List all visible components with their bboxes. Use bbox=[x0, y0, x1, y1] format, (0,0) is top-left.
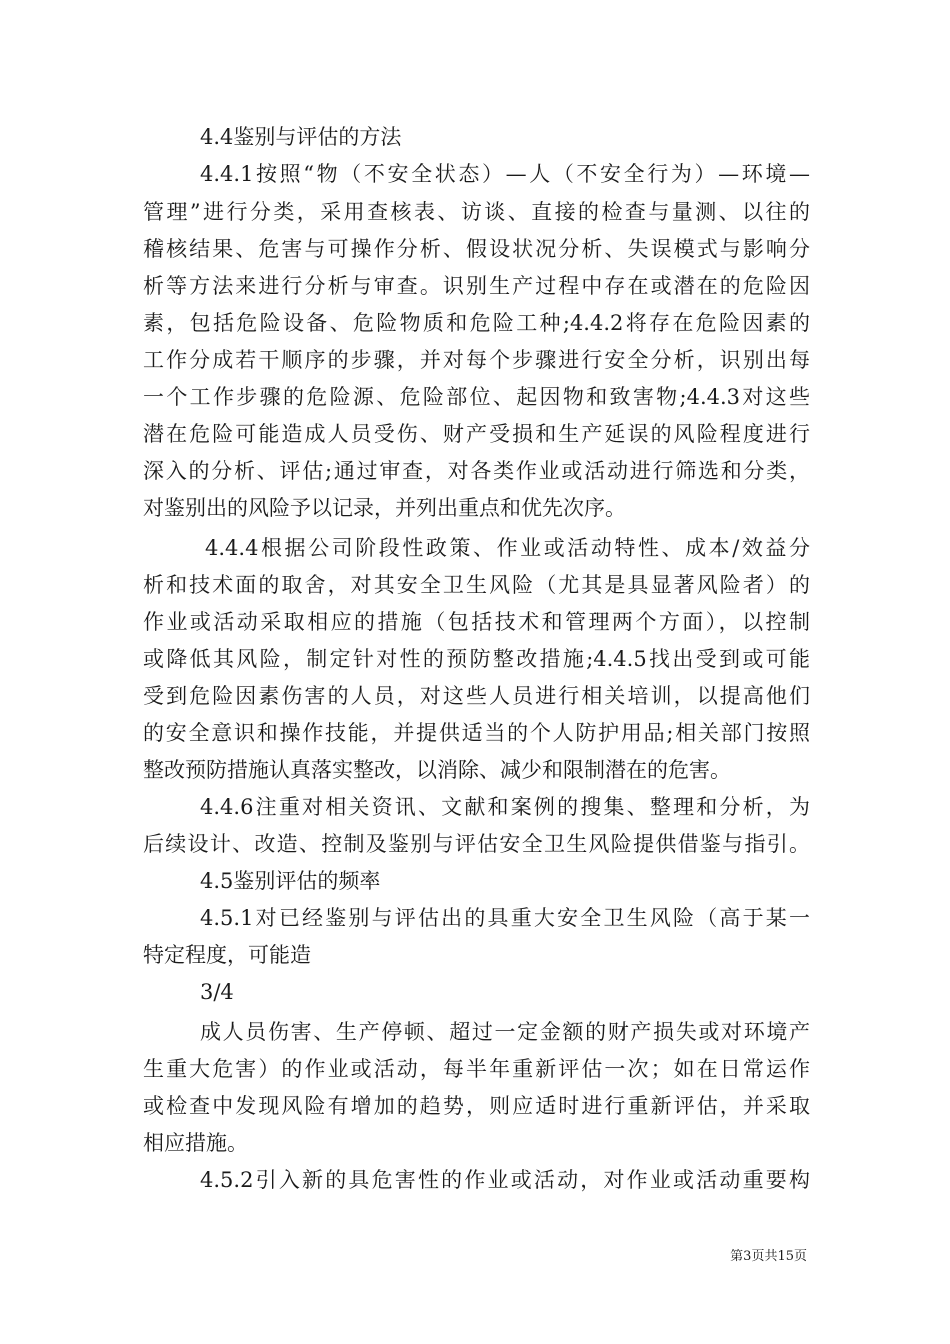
paragraph-line: 4.5.2引入新的具危害性的作业或活动，对作业或活动重要构 bbox=[200, 1168, 810, 1192]
paragraph-line: 稽核结果、危害与可操作分析、假设状况分析、失误模式与影响分 bbox=[143, 237, 810, 261]
paragraph-line: 管理”进行分类，采用查核表、访谈、直接的检查与量测、以往的 bbox=[143, 200, 810, 224]
paragraph-line: 4.4.4根据公司阶段性政策、作业或活动特性、成本/效益分 bbox=[205, 536, 810, 560]
paragraph-line: 素，包括危险设备、危险物质和危险工种;4.4.2将存在危险因素的 bbox=[143, 311, 810, 335]
paragraph-line: 的安全意识和操作技能，并提供适当的个人防护用品;相关部门按照 bbox=[143, 721, 810, 745]
paragraph-line: 作业或活动采取相应的措施（包括技术和管理两个方面），以控制 bbox=[143, 610, 810, 634]
paragraph-line: 对鉴别出的风险予以记录，并列出重点和优先次序。 bbox=[143, 496, 626, 520]
paragraph-line: 生重大危害）的作业或活动，每半年重新评估一次；如在日常运作 bbox=[143, 1057, 810, 1081]
paragraph-line: 一个工作步骤的危险源、危险部位、起因物和致害物;4.4.3对这些 bbox=[143, 385, 810, 409]
paragraph-line: 4.4.6注重对相关资讯、文献和案例的搜集、整理和分析，为 bbox=[200, 795, 810, 819]
paragraph-line: 析和技术面的取舍，对其安全卫生风险（尤其是具显著风险者）的 bbox=[143, 573, 810, 597]
paragraph-line: 潜在危险可能造成人员受伤、财产受损和生产延误的风险程度进行 bbox=[143, 422, 810, 446]
paragraph-line: 4.5.1对已经鉴别与评估出的具重大安全卫生风险（高于某一 bbox=[200, 906, 810, 930]
paragraph-line: 或降低其风险，制定针对性的预防整改措施;4.4.5找出受到或可能 bbox=[143, 647, 810, 671]
paragraph-line: 成人员伤害、生产停顿、超过一定金额的财产损失或对环境产 bbox=[200, 1020, 810, 1044]
section-heading-4-5: 4.5鉴别评估的频率 bbox=[200, 869, 381, 893]
paragraph-line: 整改预防措施认真落实整改，以消除、减少和限制潜在的危害。 bbox=[143, 758, 731, 782]
paragraph-line: 工作分成若干顺序的步骤，并对每个步骤进行安全分析，识别出每 bbox=[143, 348, 810, 372]
paragraph-line: 相应措施。 bbox=[143, 1131, 248, 1155]
section-heading-4-4: 4.4鉴别与评估的方法 bbox=[200, 125, 402, 149]
page-number-footer: 第3页共15页 bbox=[730, 1249, 807, 1264]
paragraph-line: 受到危险因素伤害的人员，对这些人员进行相关培训，以提高他们 bbox=[143, 684, 810, 708]
paragraph-line: 特定程度，可能造 bbox=[143, 943, 311, 967]
paragraph-line: 深入的分析、评估;通过审查，对各类作业或活动进行筛选和分类， bbox=[143, 459, 810, 483]
paragraph-line: 析等方法来进行分析与审查。识别生产过程中存在或潜在的危险因 bbox=[143, 274, 810, 298]
paragraph-line: 4.4.1按照“物（不安全状态）—人（不安全行为）—环境— bbox=[200, 162, 810, 186]
paragraph-line: 或检查中发现风险有增加的趋势，则应适时进行重新评估，并采取 bbox=[143, 1094, 810, 1118]
inline-page-marker: 3/4 bbox=[200, 980, 234, 1004]
paragraph-line: 后续设计、改造、控制及鉴别与评估安全卫生风险提供借鉴与指引。 bbox=[143, 832, 810, 856]
